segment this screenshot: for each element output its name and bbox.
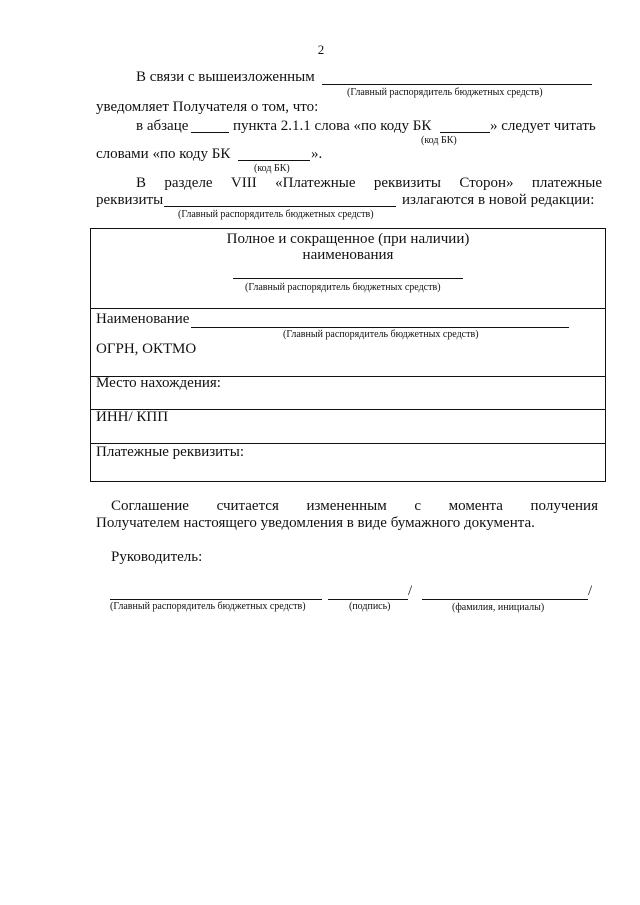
- row-divider: [91, 409, 605, 410]
- name-caption: (Главный распорядитель бюджетных средств): [283, 329, 479, 340]
- name-label: Наименование: [96, 311, 190, 327]
- intro-line6-a: реквизиты: [96, 192, 164, 208]
- inn-kpp-label: ИНН/ КПП: [96, 409, 169, 425]
- intro-line2: уведомляет Получателя о том, что:: [96, 99, 319, 115]
- intro-line1: В связи с вышеизложенным: [136, 69, 315, 85]
- location-label: Место нахождения:: [96, 375, 221, 391]
- page-number: 2: [317, 42, 325, 57]
- closing-line2: Получателем настоящего уведомления в виде бумажного документа.: [96, 515, 535, 531]
- intro-line3-a: в абзаце: [136, 118, 189, 134]
- manager-caption: (Главный распорядитель бюджетных средств): [347, 87, 543, 98]
- closing-line1: Соглашение считается измененным с момента получения: [111, 498, 598, 514]
- head-label: Руководитель:: [111, 549, 203, 565]
- table-header-line2: наименования: [302, 247, 394, 263]
- table-header-blank-line: [233, 278, 463, 279]
- paragraph-blank-line: [191, 132, 229, 133]
- requisites-table: [90, 228, 606, 482]
- sig-signature-caption: (подпись): [349, 601, 391, 612]
- requisites-blank-line: [164, 206, 396, 207]
- sig-name-line: [422, 599, 588, 600]
- kbk-blank-line: [440, 132, 490, 133]
- table-header-line1: Полное и сокращенное (при наличии): [226, 231, 470, 247]
- sig-manager-caption: (Главный распорядитель бюджетных средств): [110, 601, 306, 612]
- sig-signature-line: [328, 599, 408, 600]
- manager-caption-2: (Главный распорядитель бюджетных средств): [178, 209, 374, 220]
- intro-line4-a: словами «по коду БК: [96, 146, 231, 162]
- manager-blank-line: [322, 84, 592, 85]
- ogrn-oktmo-label: ОГРН, ОКТМО: [96, 341, 197, 357]
- sig-name-caption: (фамилия, инициалы): [452, 602, 545, 613]
- table-header-caption: (Главный распорядитель бюджетных средств): [245, 282, 441, 293]
- sig-slash-1: /: [408, 583, 413, 599]
- intro-line5: В разделе VIII «Платежные реквизиты Сторон» платежные: [136, 175, 602, 191]
- sig-manager-line: [110, 599, 322, 600]
- intro-line3-b: пункта 2.1.1 слова «по коду БК: [233, 118, 432, 134]
- row-divider: [91, 308, 605, 309]
- sig-slash-2: /: [588, 583, 593, 599]
- kbk-caption-2: (код БК): [254, 163, 290, 174]
- kbk-blank-line-2: [238, 160, 310, 161]
- intro-line6-b: излагаются в новой редакции:: [402, 192, 595, 208]
- payment-requisites-label: Платежные реквизиты:: [96, 444, 244, 460]
- intro-line3-c: » следует читать: [490, 118, 596, 134]
- name-blank-line: [191, 327, 569, 328]
- intro-line4-b: ».: [311, 146, 323, 162]
- kbk-caption: (код БК): [421, 135, 457, 146]
